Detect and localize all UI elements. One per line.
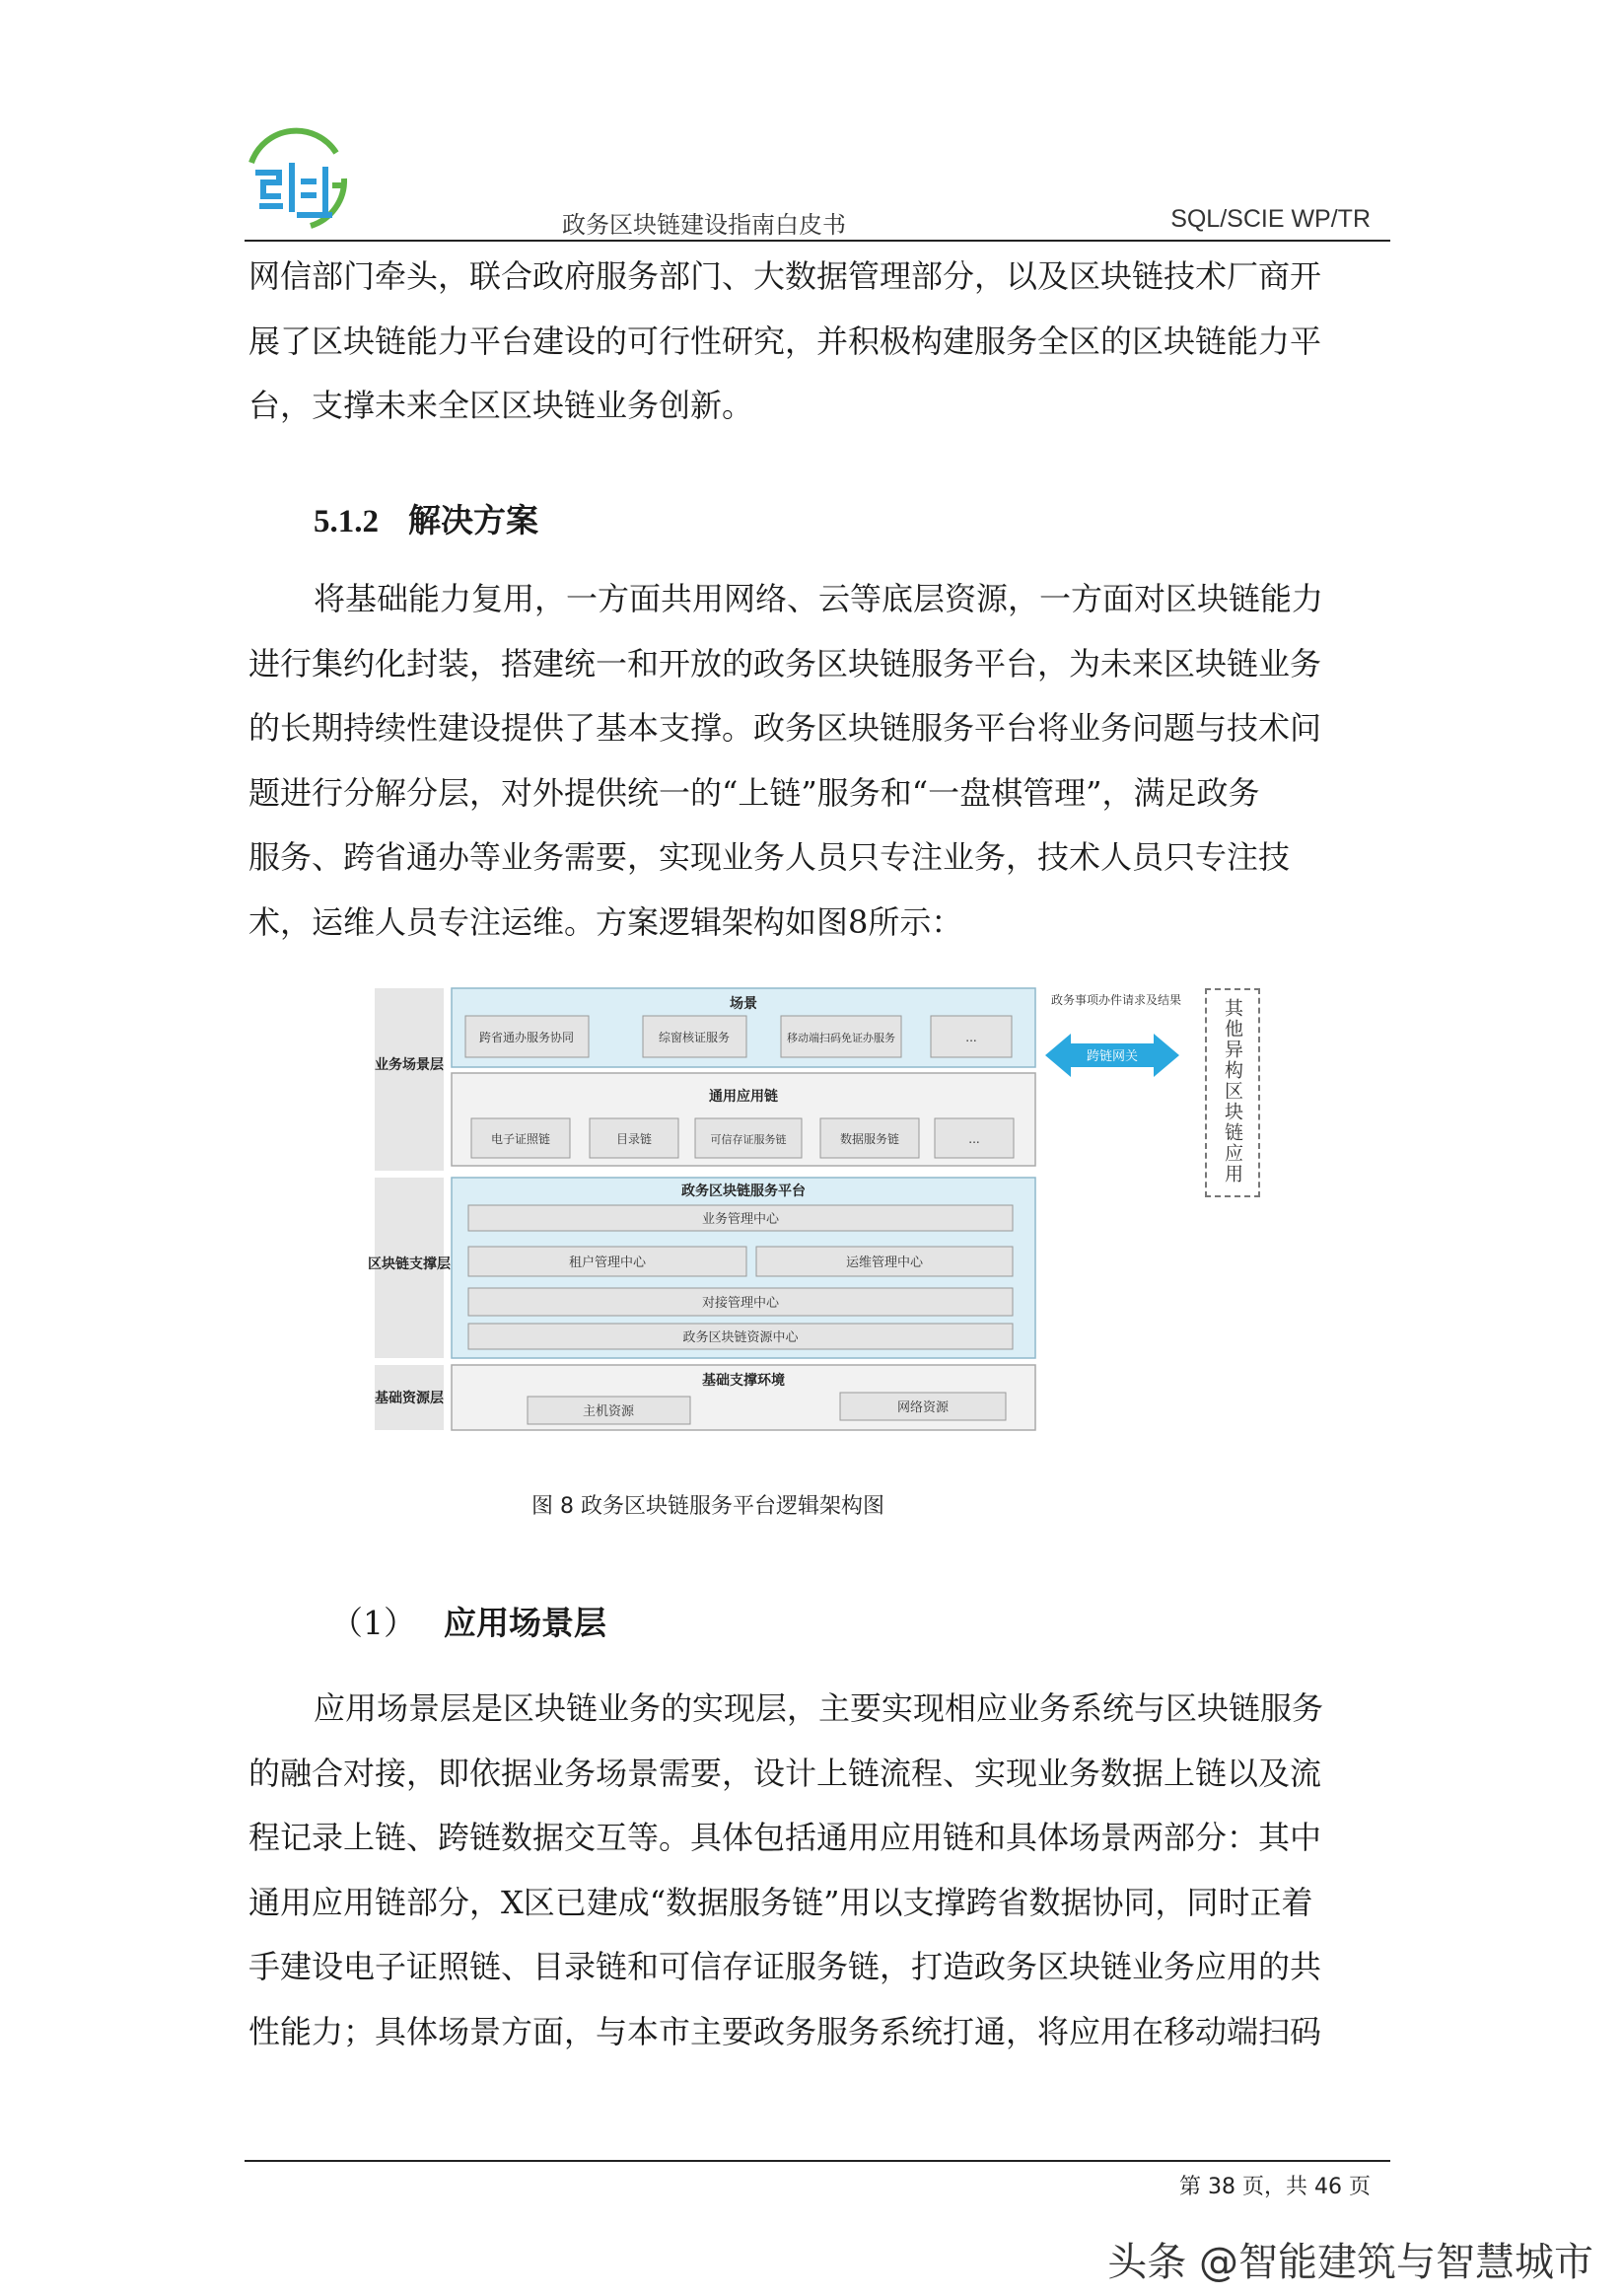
center-label: 运维管理中心: [845, 1256, 924, 1270]
gateway-label: 跨链网关: [1086, 1049, 1139, 1064]
scene-title: 场景: [730, 996, 757, 1012]
chain-item-label: ...: [968, 1132, 980, 1146]
center-label: 政务区块链资源中心: [682, 1330, 799, 1345]
text-line: 题进行分解分层，对外提供统一的“上链”服务和“一盘棋管理”，满足政务: [248, 773, 1260, 812]
logo: [242, 123, 352, 234]
architecture-figure: [368, 988, 1182, 1432]
gateway-note: 政务事项办件请求及结果: [1050, 993, 1182, 1007]
text-line: 网信部门牵头，联合政府服务部门、大数据管理部分，以及区块链技术厂商开: [248, 257, 1322, 295]
text-line: 将基础能力复用，一方面共用网络、云等底层资源，一方面对区块链能力: [314, 580, 1324, 617]
chain-item-label: 可信存证服务链: [710, 1133, 787, 1146]
text-line: 通用应用链部分，X区已建成“数据服务链”用以支撑跨省数据协同，同时正着: [248, 1883, 1313, 1921]
text-line: 程记录上链、跨链数据交互等。具体包括通用应用链和具体场景两部分：其中: [248, 1819, 1322, 1856]
chain-item-label: 目录链: [615, 1132, 653, 1146]
section-number: 5.1.2: [314, 504, 379, 539]
text-line: 展了区块链能力平台建设的可行性研究，并积极构建服务全区的区块链能力平: [248, 322, 1322, 360]
center-label: 业务管理中心: [701, 1212, 780, 1227]
infra-label: 网络资源: [896, 1400, 950, 1415]
other-chain-label: 其他异构区块链应用: [1222, 998, 1243, 1184]
section-title: 应用场景层: [444, 1604, 606, 1642]
text-line: 术，运维人员专注运维。方案逻辑架构如图8所示：: [248, 902, 963, 941]
layer-resource-label: 基础资源层: [375, 1391, 444, 1406]
layer-business-label-1: [375, 1056, 444, 1073]
header-rule: [245, 240, 1390, 242]
platform-title: 政务区块链服务平台: [681, 1184, 806, 1199]
scene-item-label: 移动端扫码免证办服务: [787, 1032, 895, 1044]
scene-item-label: ...: [965, 1031, 977, 1044]
logo-mark-icon: [242, 123, 352, 234]
text-line: 服务、跨省通办等业务需要，实现业务人员只专注业务，技术人员只专注技: [248, 838, 1291, 876]
section-heading-512: [314, 495, 538, 541]
center-label: 租户管理中心: [568, 1256, 647, 1270]
text-line: 性能力；具体场景方面，与本市主要政务服务系统打通，将应用在移动端扫码: [248, 2012, 1322, 2050]
scene-item-label: 跨省通办服务协同: [478, 1031, 575, 1044]
text-line: 应用场景层是区块链业务的实现层，主要实现相应业务系统与区块链服务: [314, 1689, 1324, 1727]
section-number: （1）: [330, 1604, 416, 1642]
watermark: 头条 @智能建筑与智慧城市: [1107, 2240, 1593, 2285]
layer-label: 业务场景层: [375, 1057, 444, 1073]
center-label: 对接管理中心: [701, 1296, 780, 1311]
architecture-diagram: [368, 988, 1182, 1432]
other-chain-box: [1205, 988, 1260, 1197]
chain-item-label: 数据服务链: [839, 1132, 900, 1146]
section-title: 解决方案: [408, 501, 538, 539]
text-line: 进行集约化封装，搭建统一和开放的政务区块链服务平台，为未来区块链业务: [248, 644, 1322, 682]
section-heading-1: [330, 1598, 606, 1644]
figure-caption: 图 8 政务区块链服务平台逻辑架构图: [531, 1494, 884, 1519]
layer-blockchain-label: 区块链支撑层: [368, 1256, 451, 1272]
scene-item-label: 综窗核证服务: [658, 1031, 731, 1044]
text-line: 的长期持续性建设提供了基本支撑。政务区块链服务平台将业务问题与技术问: [248, 709, 1322, 747]
text-line: 的融合对接，即依据业务场景需要，设计上链流程、实现业务数据上链以及流: [248, 1754, 1322, 1792]
header-doc-code: SQL/SCIE WP/TR: [1170, 205, 1371, 233]
infra-title: 基础支撑环境: [702, 1373, 785, 1389]
common-chain-title: 通用应用链: [709, 1089, 778, 1105]
infra-label: 主机资源: [582, 1404, 635, 1419]
header-title: 政务区块链建设指南白皮书: [562, 211, 846, 239]
layer-business-box: [375, 988, 444, 1171]
text-line: 手建设电子证照链、目录链和可信存证服务链，打造政务区块链业务应用的共: [248, 1948, 1322, 1985]
footer-rule: [245, 2160, 1390, 2162]
chain-item-label: 电子证照链: [490, 1132, 551, 1146]
solution-paragraph: [248, 567, 1382, 955]
text-line: 台，支撑未来全区区块链业务创新。: [248, 387, 754, 424]
intro-paragraph: [248, 245, 1382, 439]
application-layer-paragraph: [248, 1677, 1382, 2064]
page-number: 第 38 页，共 46 页: [1179, 2175, 1371, 2199]
